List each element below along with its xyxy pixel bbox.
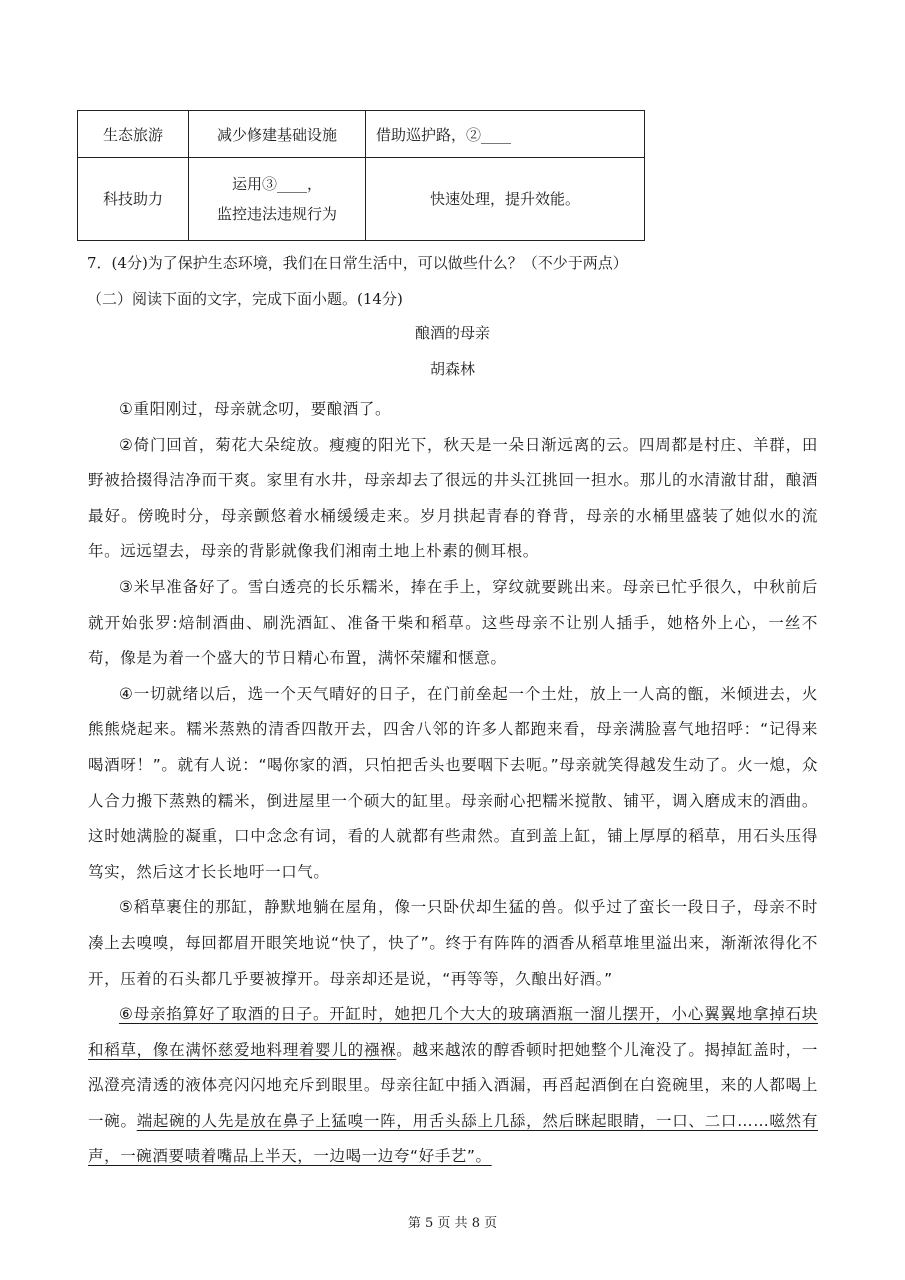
paragraph-5: ⑤稻草裹住的那缸，静默地躺在屋角，像一只卧伏却生猛的兽。似乎过了蛮长一段日子，母亲不时凑上去嗅嗅，每回都眉开眼笑地说“快了，快了”。终于有阵阵的酒香从稻草堆里溢出来，渐渐浓得化不开，压着的石头都几乎要被撑开。母亲却还是说，“再等等，久酿出好酒。” <box>88 898 818 988</box>
paragraph-4: ④一切就绪以后，选一个天气晴好的日子，在门前垒起一个土灶，放上一人高的甑，米倾进去，火熊熊烧起来。糯米蒸熟的清香四散开去，四舍八邻的许多人都跑来看，母亲满脸喜气地招呼：“记得来喝酒呀！”。就有人说：“喝你家的酒，只怕把舌头也要咽下去呃。”母亲就笑得越发生动了。火一熄，众人合力搬下蒸熟的糯米，倒进屋里一个硕大的缸里。母亲耐心把糯米搅散、铺平，调入磨成末的酒曲。这时她满脸的凝重，口中念念有词，看的人就都有些肃然。直到盖上缸，铺上厚厚的稻草，用石头压得笃实，然后这才长长地吁一口气。 <box>88 684 818 881</box>
table-cell-measure <box>189 158 366 241</box>
article-title: 酿酒的母亲 <box>414 324 490 342</box>
article-author: 胡森林 <box>429 360 475 378</box>
table-row <box>78 111 645 158</box>
section-heading: （二）阅读下面的文字，完成下面小题。(14分) <box>87 290 403 308</box>
table-cell-effect: 借助巡护路，②____ <box>366 111 645 158</box>
table-cell-effect: 快速处理，提升效能。 <box>366 158 645 241</box>
underlined-sentence-2: 端起碗的人先是放在鼻子上猛嗅一阵，用舌头舔上几舔，然后眯起眼睛，一口、二口……嗞然有声，一碗酒要啧着嘴品上半天，一边喝一边夸“好手艺”。 <box>88 1111 818 1166</box>
paragraph-6 <box>88 997 818 1175</box>
measure-line-1: 运用③____， <box>231 175 322 193</box>
table-cell-category: 科技助力 <box>78 158 189 241</box>
paragraph-1: ①重阳刚过，母亲就念叨，要酿酒了。 <box>119 400 392 418</box>
page-footer: 第 5 页 共 8 页 <box>407 1216 498 1231</box>
underlined-sentence-1: ⑥母亲掐算好了取酒的日子。开缸时，她把几个大大的玻璃酒瓶一溜儿摆开，小心翼翼地拿掉石块和稻草，像在满怀慈爱地料理着婴儿的襁褓 <box>88 1005 818 1059</box>
measures-table <box>77 110 645 241</box>
table-cell-category: 生态旅游 <box>78 111 189 158</box>
paragraph-6-middle: 。越来越浓的醇香顿时把她整个儿淹没了。揭掉缸盖时，一泓澄亮清透的液体亮闪闪地充斥到眼里。母亲往缸中插入酒漏，再舀起酒倒在白瓷碗里，来的人都喝上一碗。 <box>88 1040 818 1130</box>
measure-line-2: 监控违法违规行为 <box>216 205 337 223</box>
paragraph-3: ③米早准备好了。雪白透亮的长乐糯米，捧在手上，穿纹就要跳出来。母亲已忙乎很久，中秋前后就开始张罗:焙制酒曲、刷洗酒缸、准备干柴和稻草。这些母亲不让别人插手，她格外上心，一丝不苟，像是为着一个盛大的节日精心布置，满怀荣耀和惬意。 <box>88 577 818 668</box>
paragraph-2: ②倚门回首，菊花大朵绽放。瘦瘦的阳光下，秋天是一朵日渐远离的云。四周都是村庄、羊群，田野被拾掇得洁净而干爽。家里有水井，母亲却去了很远的井头江挑回一担水。那儿的水清澈甘甜，酿酒最好。傍晚时分，母亲颤悠着水桶缓缓走来。岁月拱起青春的脊背，母亲的水桶里盛装了她似水的流年。远远望去，母亲的背影就像我们湘南土地上朴素的侧耳根。 <box>88 435 818 561</box>
question-7: 7．(4分)为了保护生态环境，我们在日常生活中，可以做些什么？（不少于两点） <box>87 254 628 272</box>
article-body <box>88 392 818 1175</box>
table-cell-measure: 减少修建基础设施 <box>189 111 366 158</box>
table-row <box>78 158 645 241</box>
